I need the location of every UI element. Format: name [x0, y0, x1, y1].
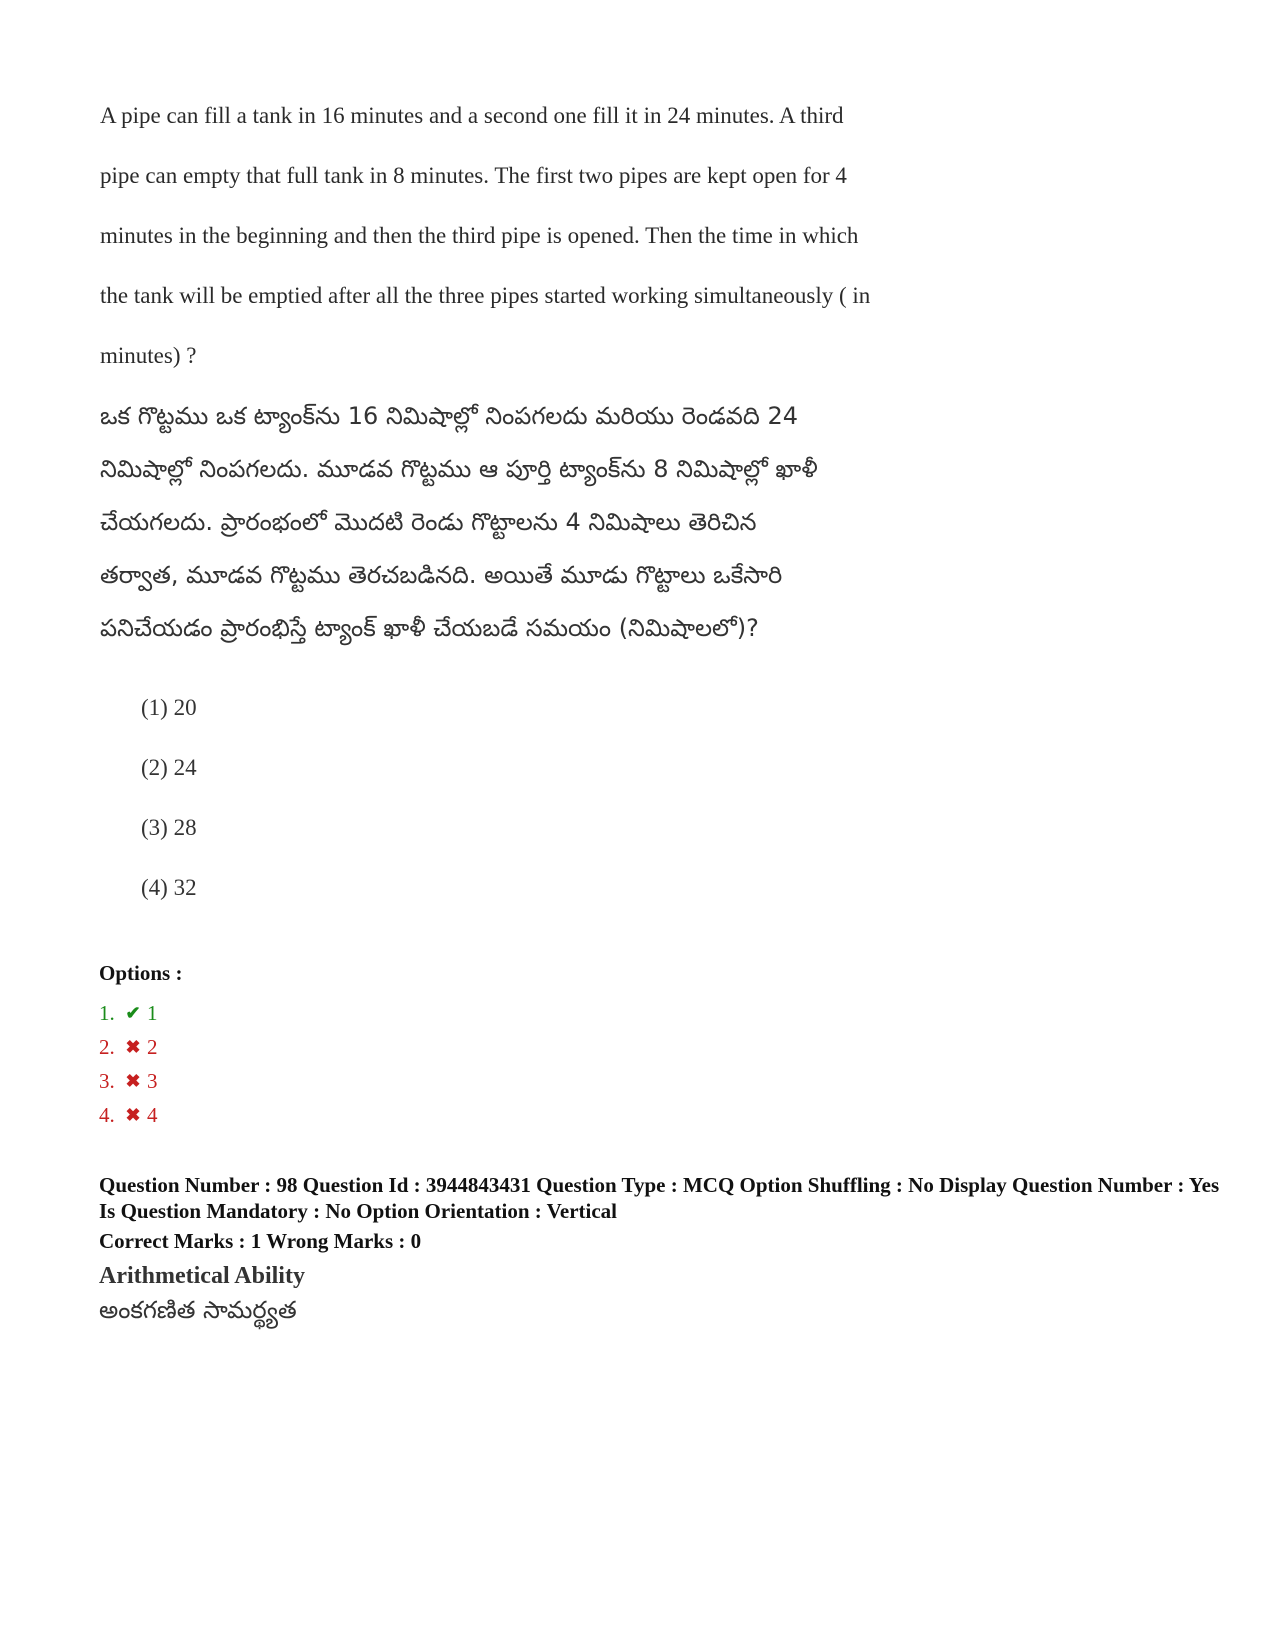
cross-icon: ✖: [125, 1071, 141, 1091]
answer-choices: [141, 693, 197, 933]
question-line-telugu: చేయగలదు. ప్రారంభంలో మొదటి రెండు గొట్టాలను 4 నిమిషాలు తెరిచిన: [100, 508, 757, 536]
option-number: 1.: [99, 1001, 115, 1025]
option-value: 1: [147, 1001, 158, 1025]
answer-choice: (4) 32: [141, 875, 197, 900]
marks-info: Correct Marks : 1 Wrong Marks : 0: [99, 1229, 422, 1253]
option-number: 2.: [99, 1035, 115, 1059]
question-line-telugu: తర్వాత, మూడవ గొట్టము తెరచబడినది. అయితే మూడు గొట్టాలు ఒకేసారి: [100, 561, 783, 589]
answer-choice: (2) 24: [141, 755, 197, 780]
option-number: 4.: [99, 1103, 115, 1127]
option-value: 4: [147, 1103, 158, 1127]
options-list: [99, 996, 158, 1132]
section-title-english: Arithmetical Ability: [99, 1263, 305, 1289]
question-line: the tank will be emptied after all the three pipes started working simultaneously ( in: [100, 283, 871, 308]
question-line-telugu: ఒక గొట్టము ఒక ట్యాంక్‌ను 16 నిమిషాల్లో నింపగలదు మరియు రెండవది 24: [100, 402, 798, 430]
option-value: 3: [147, 1069, 158, 1093]
option-number: 3.: [99, 1069, 115, 1093]
answer-choice: (3) 28: [141, 815, 197, 840]
question-line: minutes) ?: [100, 343, 197, 368]
section-title-telugu: అంకగణిత సామర్థ్యత: [99, 1296, 297, 1324]
question-line-telugu: నిమిషాల్లో నింపగలదు. మూడవ గొట్టము ఆ పూర్తి ట్యాంక్‌ను 8 నిమిషాల్లో ఖాళీ: [100, 455, 818, 483]
option-item: [99, 1030, 158, 1064]
option-item: [99, 1064, 158, 1098]
check-icon: ✔: [125, 1003, 141, 1023]
question-metadata: Question Number : 98 Question Id : 3944843431 Question Type : MCQ Option Shuffling : No Display Question Number : Yes Is Question Mandatory : No Option Orientation : Vertical: [99, 1173, 1220, 1223]
option-value: 2: [147, 1035, 158, 1059]
answer-choice: (1) 20: [141, 695, 197, 720]
question-text-english: [100, 86, 1000, 386]
options-heading: Options :: [99, 961, 183, 985]
question-line: minutes in the beginning and then the third pipe is opened. Then the time in which: [100, 223, 859, 248]
question-line-telugu: పనిచేయడం ప్రారంభిస్తే ట్యాంక్ ఖాళీ చేయబడే సమయం (నిమిషాలలో)?: [100, 614, 759, 642]
question-line: pipe can empty that full tank in 8 minutes. The first two pipes are kept open for 4: [100, 163, 847, 188]
question-line: A pipe can fill a tank in 16 minutes and a second one fill it in 24 minutes. A third: [100, 103, 844, 128]
option-item: [99, 1098, 158, 1132]
cross-icon: ✖: [125, 1105, 141, 1125]
option-item: [99, 996, 158, 1030]
question-text-telugu: [100, 390, 1000, 655]
cross-icon: ✖: [125, 1037, 141, 1057]
